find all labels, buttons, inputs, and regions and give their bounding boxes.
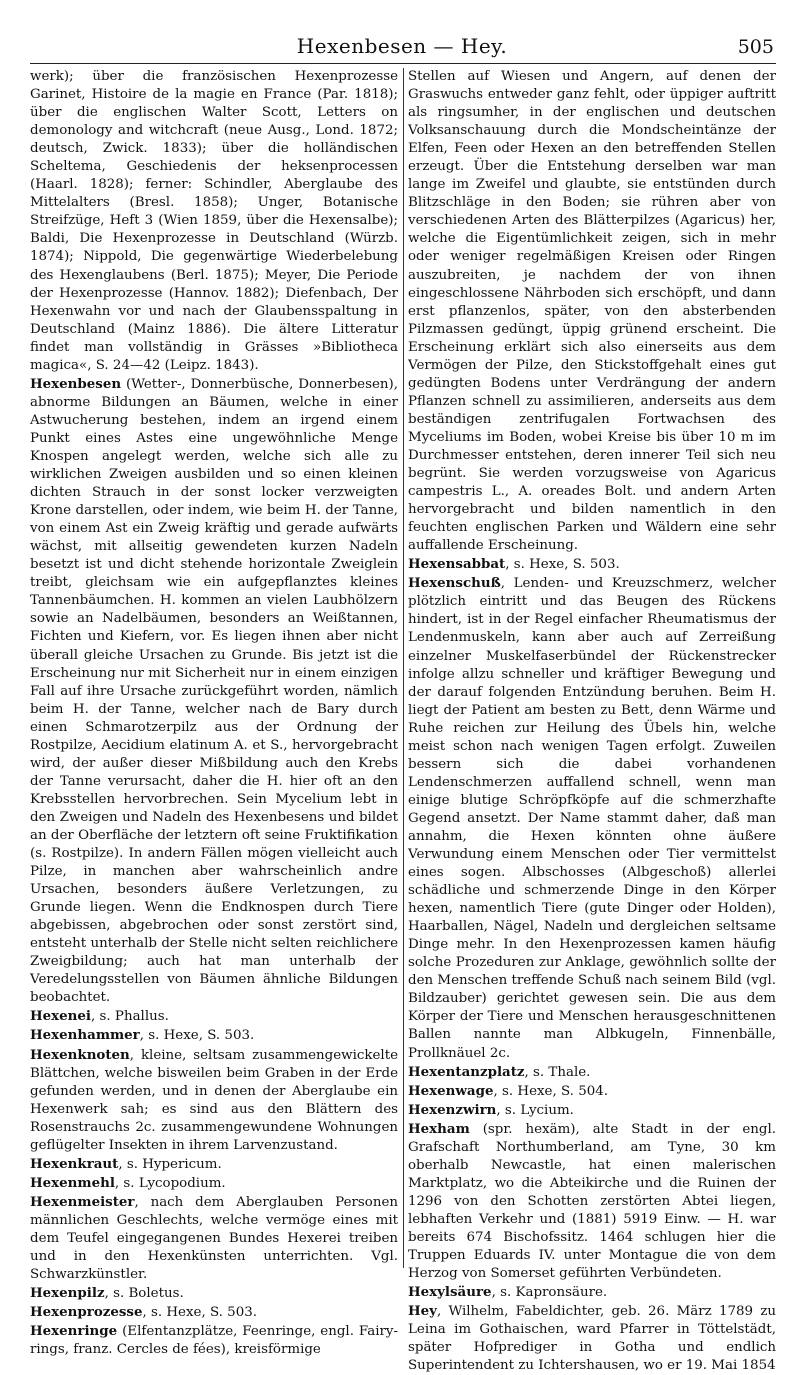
entry-text: (spr. hexäm), alte Stadt in der engl. Grafschaft Northumberland, am Tyne, 30 km oberhalb Newcastle, hat einen malerischen Marktplatz, wo die Abteikirche und die Ruinen der 1296 von den Schotten zerstörten Abtei liegen, lebhaften Verkehr und (1881) 5919 Einw. — H. war bereits 674 Bischofssitz. 1464 schlugen hier die Truppen Eduards IV. unter Montague die von dem Herzog von Somerset geführten Verbündeten.	[408, 1121, 776, 1282]
dictionary-entry	[408, 1082, 776, 1101]
dictionary-entry	[30, 375, 398, 1008]
left-column	[30, 68, 398, 1358]
entry-text: , s. Kapronsäure.	[491, 1285, 608, 1301]
entry-headword: Hexenmeister	[30, 1193, 135, 1210]
dictionary-entry	[408, 1120, 776, 1283]
entry-headword: Hey	[408, 1303, 437, 1320]
entry-text: (Wetter-, Donnerbüsche, Donnerbesen), abnorme Bildungen an Bäumen, welche in einer Astwucherung bestehen, indem an irgend einem Punkt eines Astes eine ungewöhnliche Menge Knospen angelegt werden, welche sich alle zu wirklichen Zweigen ausbilden und so einen kleinen dichten Strauch in der sonst locker verzweigten Krone darstellen, oder indem, wie beim H. der Tanne, von einem Ast ein Zweig kräftig und gerade aufwärts wächst, mit allseitig gewendeten kurzen Nadeln besetzt ist und dicht stehende horizontale Zweiglein treibt, gleichsam wie ein aufgepflanztes kleines Tannenbäumchen. H. kommen an vielen Laubhölzern sowie an Nadelbäumen, besonders an Weißtannen, Fichten und Kiefern, vor. Es liegen ihnen aber nicht überall gleiche Ursachen zu Grunde. Bis jetzt ist die Erscheinung nur mit Sicherheit nur in einem einzigen Fall auf ihre Ursache zurückgeführt worden, nämlich beim H. der Tanne, welcher nach de Bary durch einen Schmarotzerpilz aus der Ordnung der Rostpilze, Aecidium elatinum A. et S., hervorgebracht wird, der außer dieser Mißbildung auch den Krebs der Tanne verursacht, daher die H. hier oft an den Krebsstellen hervorbrechen. Sein Mycelium lebt in den Zweigen und Nadeln des Hexenbesens und bildet an der Oberfläche der letztern oft seine Fruktifikation (s. Rostpilze). In andern Fällen mögen vielleicht auch Pilze, in manchen aber wahrscheinlich andre Ursachen, besonders äußere Verletzungen, zu Grunde liegen. Wenn die Endknospen durch Tiere abgebissen, abgebrochen oder sonst zerstört sind, entsteht unterhalb der Stelle nicht selten reichlichere Zweigbildung; auch hat man unterhalb der Veredelungsstellen von Bäumen ähnliche Bildungen beobachtet.	[30, 376, 398, 1006]
entry-text: , Wilhelm, Fabeldichter, geb. 26. März 1789 zu Leina im Gothaischen, ward Pfarrer in Töttelstädt, später Hofprediger in Gotha und endlich Superintendent zu Ichtershausen, wo er 19. Mai 1854	[408, 1304, 776, 1374]
entry-headword: Hexenwage	[408, 1082, 494, 1099]
dictionary-entry	[30, 1155, 398, 1174]
entry-text: , nach dem Aberglauben Personen männlichen Geschlechts, welche vermöge eines mit dem Teufel eingegangenen Bundes Hexerei treiben und in den Hexenkünsten unterrichten. Vgl. Schwarzkünstler.	[30, 1194, 398, 1283]
right-column	[408, 68, 776, 1374]
entry-text: Stellen auf Wiesen und Angern, auf denen der Graswuchs entweder ganz fehlt, oder üppiger auftritt als ringsumher, in der englischen und deutschen Volksanschauung durch die Mondscheintänze der Elfen, Feen oder Hexen an den betreffenden Stellen erzeugt. Über die Entstehung derselben war man lange im Zweifel und glaubte, sie entstünden durch Blitzschläge in den Boden; sie rühren aber von verschiedenen Arten des Blätterpilzes (Agaricus) her, welche die Eigentümlichkeit zeigen, sich in mehr oder weniger regelmäßigen Kreisen oder Ringen auszubreiten, je nachdem der von ihnen eingeschlossene Nährboden sich erschöpft, und dann erst pflanzenlos, später, von den absterbenden Pilzmassen gedüngt, üppig grünend erscheint. Die Erscheinung erklärt sich also einerseits aus dem Vermögen der Pilze, den Stickstoffgehalt eines gut gedüngten Bodens unter Verdrängung der andern Pflanzen schnell zu assimilieren, anderseits aus dem beständigen zentrifugalen Fortwachsen des Myceliums im Boden, wobei Kreise bis über 10 m im Durchmesser entstehen, deren innerer Teil sich neu begrünt. Sie werden vorzugsweise von Agaricus campestris L., A. oreades Bolt. und andern Arten hervorgebracht und bilden namentlich in den feuchten englischen Parken und Wäldern eine sehr auffallende Erscheinung.	[408, 69, 776, 554]
entry-headword: Hexenkraut	[30, 1155, 119, 1172]
dictionary-entry	[408, 1283, 776, 1302]
dictionary-entry	[30, 1322, 398, 1359]
continued-text	[30, 68, 398, 375]
entry-headword: Hexenschuß	[408, 575, 501, 592]
dictionary-entry	[30, 1174, 398, 1193]
entry-text: , s. Hypericum.	[118, 1156, 222, 1172]
entry-text: , s. Phallus.	[91, 1009, 169, 1025]
entry-text: , s. Hexe, S. 503.	[142, 1305, 257, 1321]
dictionary-entry	[408, 1302, 776, 1375]
entry-text: , s. Lycium.	[496, 1102, 574, 1118]
dictionary-entry	[30, 1026, 398, 1045]
entry-headword: Hexensabbat	[408, 556, 506, 573]
entry-text: , s. Thale.	[524, 1064, 591, 1080]
entry-text: , Lenden- und Kreuzschmerz, welcher plötzlich eintritt und das Beugen des Rückens hindert, ist in der Regel einfacher Rheumatismus der Lendenmuskeln, kann aber auch auf Zerreißung einzelner Muskelfaserbündel der Rückenstrecker infolge allzu schneller und kräftiger Bewegung und der darauf folgenden Entzündung beruhen. Beim H. liegt der Patient am besten zu Bett, denn Wärme und Ruhe reichen zur Heilung des Übels hin, welche meist schon nach wenigen Tagen erfolgt. Zuweilen bessern sich die dabei vorhandenen Lendenschmerzen auffallend schnell, wenn man einige blutige Schröpfköpfe auf die schmerzhafte Gegend ansetzt. Der Name stammt daher, daß man annahm, die Hexen könnten ohne äußere Verwundung einem Menschen oder Tier vermittelst eines sogen. Albschosses (Albgeschoß) allerlei schädliche und schmerzende Dinge in den Körper hexen, namentlich Tiere (gute Dinger oder Holden), Haarballen, Nägel, Nadeln und dergleichen seltsame Dinge mehr. In den Hexenprozessen kamen häufig solche Prozeduren zur Anklage, gewöhnlich sollte der den Menschen treffende Schuß nach seinem Bild (vgl. Bildzauber) gerichtet gewesen sein. Die aus dem Körper der Tiere und Menschen herausgeschnittenen Ballen nannte man Albkugeln, Finnenbälle, Prollknäuel 2c.	[408, 576, 776, 1061]
entry-headword: Hexham	[408, 1120, 470, 1137]
entry-headword: Hexenpilz	[30, 1285, 105, 1302]
entry-headword: Hexenei	[30, 1008, 92, 1025]
entry-text: , s. Lycopodium.	[114, 1175, 226, 1191]
entry-headword: Hexentanzplatz	[408, 1063, 525, 1080]
dictionary-entry	[30, 1046, 398, 1155]
entry-text: (Elfentanzplätze, Feenringe, engl. Fairy-rings, franz. Cercles de fées), kreisförmige	[30, 1324, 398, 1358]
entry-headword: Hexenzwirn	[408, 1101, 497, 1118]
entry-headword: Hexylsäure	[408, 1284, 492, 1301]
dictionary-entry	[30, 1284, 398, 1303]
dictionary-entry	[30, 1007, 398, 1026]
running-head-title: Hexenbesen — Hey.	[296, 34, 508, 58]
dictionary-entry	[30, 1303, 398, 1322]
page-number: 505	[737, 36, 774, 58]
dictionary-entry	[408, 1101, 776, 1120]
entry-headword: Hexenmehl	[30, 1174, 115, 1191]
entry-headword: Hexenbesen	[30, 375, 122, 392]
entry-headword: Hexenringe	[30, 1323, 118, 1340]
entry-text: , kleine, seltsam zusammengewickelte Blättchen, welche bisweilen beim Graben in der Erde gefunden werden, und in denen der Aberglaube ein Hexenwerk sah; es sind aus den Blättern des Rosenstrauchs 2c. zusammengewundene Wohnungen geflügelter Insekten in ihrem Larvenzustand.	[30, 1047, 398, 1153]
continued-text	[408, 68, 776, 555]
dictionary-entry	[30, 1193, 398, 1284]
entry-headword: Hexenprozesse	[30, 1304, 143, 1321]
entry-headword: Hexenknoten	[30, 1046, 130, 1063]
dictionary-entry	[408, 555, 776, 574]
dictionary-entry	[408, 1063, 776, 1082]
entry-text: , s. Hexe, S. 504.	[493, 1083, 609, 1099]
text-columns	[30, 68, 776, 1374]
dictionary-entry	[408, 574, 776, 1062]
running-head	[30, 34, 776, 64]
entry-text: werk); über die französischen Hexenprozesse Garinet, Histoire de la magie en France (Par. 1818); über die englischen Walter Scott, Letters on demonology and witchcraft (neue Ausg., Lond. 1872; deutsch, Zwick. 1833); über die holländischen Scheltema, Geschiedenis der heksenprocessen (Haarl. 1828); ferner: Schindler, Aberglaube des Mittelalters (Bresl. 1858); Unger, Botanische Streifzüge, Heft 3 (Wien 1859, über die Hexensalbe); Baldi, Die Hexenprozesse in Deutschland (Würzb. 1874); Nippold, Die gegenwärtige Wiederbelebung des Hexenglaubens (Berl. 1875); Meyer, Die Periode der Hexenprozesse (Hannov. 1882); Diefenbach, Der Hexenwahn vor und nach der Glaubensspaltung in Deutschland (Mainz 1886). Die ältere Litteratur findet man vollständig in Grässes »Bibliotheca magica«, S. 24—42 (Leipz. 1843).	[30, 69, 398, 373]
column-divider	[403, 68, 404, 1268]
entry-headword: Hexenhammer	[30, 1027, 140, 1044]
entry-text: , s. Boletus.	[104, 1286, 184, 1302]
entry-text: , s. Hexe, S. 503.	[139, 1028, 255, 1044]
entry-text: , s. Hexe, S. 503.	[505, 557, 620, 573]
